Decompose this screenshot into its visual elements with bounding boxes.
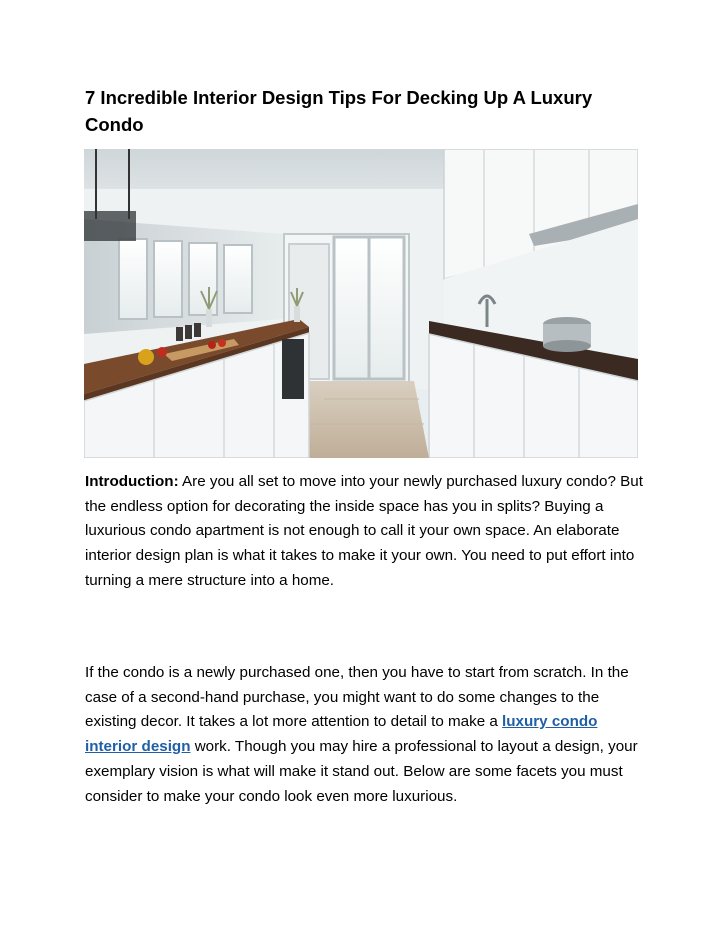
intro-paragraph [85,470,645,594]
body-text-after: work. Though you may hire a professional to layout a design, your exemplary vision is what will make it stand out. Below are some facets you must consider to make your condo look even more luxurious. [85,738,638,805]
body-paragraph [85,661,645,809]
kitchen-photo [84,149,638,458]
luxury-condo-link[interactable]: luxury condo interior design [85,713,598,756]
intro-text: Are you all set to move into your newly purchased luxury condo? But the endless option for decorating the inside space has you in splits? Buying a luxurious condo apartment is not enough to call it your own space. An elaborate interior design plan is what it takes to make it your own. You need to put effort into turning a mere structure into a home. [85,473,643,589]
intro-lead: Introduction: [85,473,179,490]
page-title: 7 Incredible Interior Design Tips For Decking Up A Luxury Condo [85,87,593,135]
body-text-before: If the condo is a newly purchased one, then you have to start from scratch. In the case of a second-hand purchase, you might want to do some changes to the existing decor. It takes a lot more attention to detail to make a [85,664,629,731]
